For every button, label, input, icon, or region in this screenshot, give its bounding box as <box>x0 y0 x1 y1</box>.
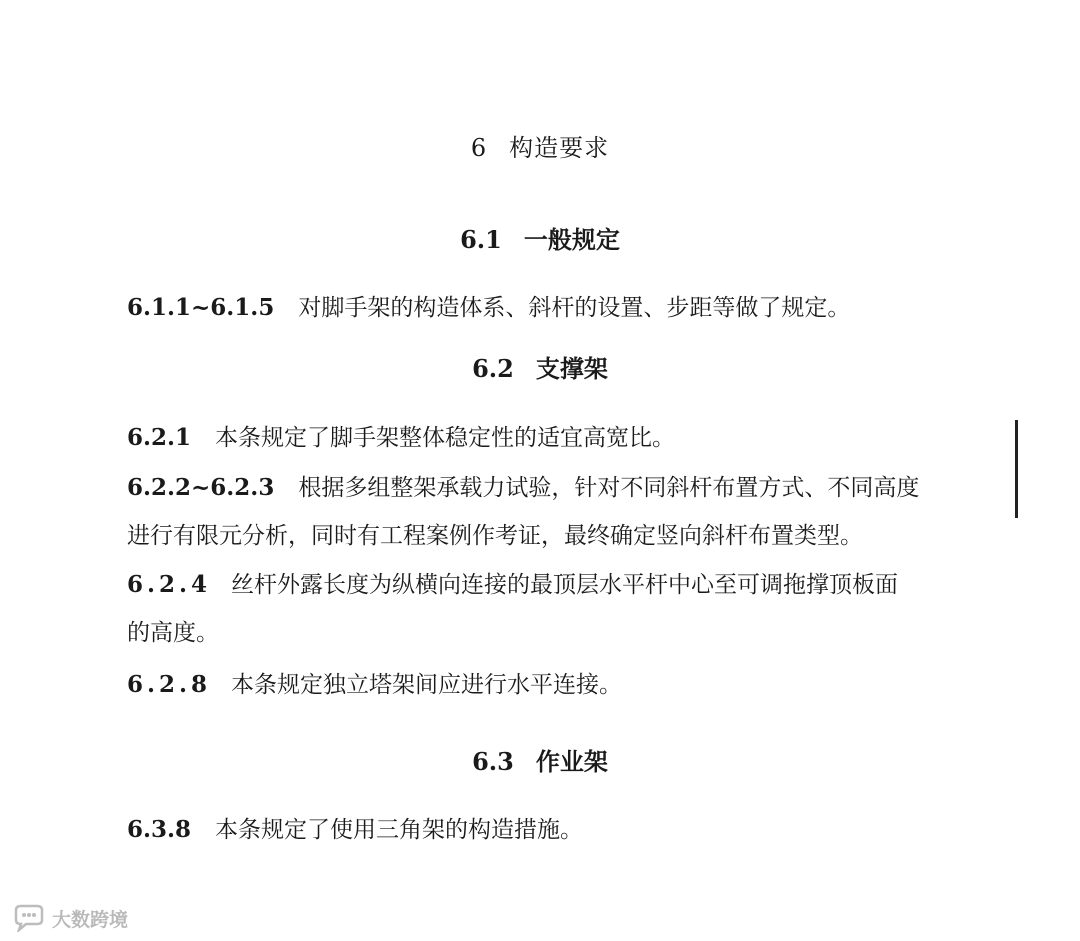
clause-number: 6.2.8 <box>127 671 212 698</box>
clause <box>127 661 957 709</box>
clause <box>127 806 957 854</box>
chapter-title-text: 构造要求 <box>509 134 610 162</box>
clause <box>127 414 957 462</box>
section-title <box>0 742 1080 777</box>
clause <box>127 561 957 657</box>
clause-number: 6.2.2~6.2.3 <box>127 474 275 501</box>
section-title-text: 作业架 <box>535 747 608 776</box>
section-number: 6.1 <box>460 225 502 254</box>
clause-number: 6.2.4 <box>127 571 212 598</box>
chat-bubble-logo-icon <box>12 904 46 932</box>
change-bar <box>1015 420 1018 518</box>
clause-number: 6.2.1 <box>127 424 192 451</box>
clause <box>127 464 957 560</box>
section-title-text: 支撑架 <box>535 354 608 383</box>
clause <box>127 284 957 332</box>
clause-number: 6.1.1~6.1.5 <box>127 294 275 321</box>
section-title <box>0 220 1080 255</box>
clause-text: 丝杆外露长度为纵横向连接的最顶层水平杆中心至可调拖撑顶板面 <box>231 572 899 598</box>
watermark-text: 大数跨境 <box>52 908 129 931</box>
section-number: 6.2 <box>472 354 514 383</box>
clause-number: 6.3.8 <box>127 816 192 843</box>
section-number: 6.3 <box>472 747 514 776</box>
clause-text-continued: 进行有限元分析，同时有工程案例作考证，最终确定竖向斜杆布置类型。 <box>127 523 863 549</box>
chapter-title <box>0 128 1080 163</box>
section-title <box>0 349 1080 384</box>
clause-text: 根据多组整架承载力试验，针对不同斜杆布置方式、不同高度 <box>298 475 920 501</box>
clause-text: 对脚手架的构造体系、斜杆的设置、步距等做了规定。 <box>298 295 851 321</box>
clause-text: 本条规定了脚手架整体稳定性的适宜高宽比。 <box>215 425 676 451</box>
section-title-text: 一般规定 <box>523 225 620 254</box>
watermark <box>12 904 128 932</box>
chapter-number: 6 <box>470 134 488 162</box>
clause-text-continued: 的高度。 <box>127 620 219 646</box>
clause-text: 本条规定了使用三角架的构造措施。 <box>215 817 584 843</box>
clause-text: 本条规定独立塔架间应进行水平连接。 <box>231 672 623 698</box>
